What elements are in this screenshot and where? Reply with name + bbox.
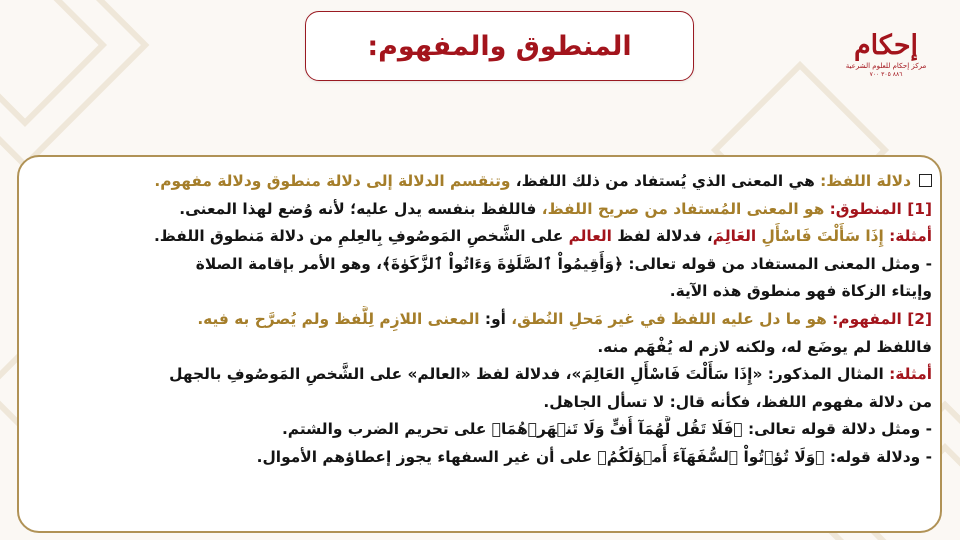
definition-text: هي المعنى الذي يُستفاد من ذلك اللفظ، [510, 172, 821, 190]
line-verse-2: - ومثل دلالة قوله تعالى: ﴿فَلَا تَقُل لَّهُمَآ أُفٍّ وَلَا تَنۡهَرۡهُمَا﴾ على تحريم الضرب والشتم. [281, 420, 932, 439]
logo-subtitle: مركز إحكام للعلوم الشرعية [845, 62, 927, 70]
mantuq-explanation: فاللفظ بنفسه يدل عليه؛ لأنه وُضع لهذا المعنى. [179, 199, 542, 218]
example-text: ، فدلالة لفظ [611, 227, 713, 246]
division-text: وتنقسم الدلالة إلى دلالة منطوق ودلالة مفهوم. [154, 172, 511, 190]
line-verse-1: - ومثل المعنى المستفاد من قوله تعالى: ﴿وَأَقِيمُواْ ٱلصَّلَوٰةَ وَءَاتُواْ ٱلزَّكَوٰةَ﴾، وهو الأمر بإقامة الصلاة [195, 254, 932, 273]
line-mafhum-example-cont: من دلالة مفهوم اللفظ، فكأنه قال: لا تسأل الجاهل. [543, 392, 932, 411]
line-mafhum-example [30, 361, 932, 389]
mafhum-definition: هو ما دل عليه اللفظ في غير مَحلِ النُطق، [511, 309, 833, 328]
term-dalala: دلالة اللفظ: [820, 172, 911, 190]
mafhum-example-text: المثال المذكور: «إِذَا سَأَلْتَ فَاسْأَلِ العَالِمَ»، فدلالة لفظ «العالم» على الشَّخصِ المَوصُوفِ بالجهل [169, 365, 890, 384]
term-mafhum: [2] المفهوم: [832, 309, 932, 328]
page-title: المنطوق والمفهوم: [367, 30, 632, 62]
checkbox-icon [919, 174, 932, 187]
line-mafhum-explanation: فاللفظ لم يوضَع له، ولكنه لازم له يُفْهَم منه. [597, 337, 932, 356]
line-mantuq-example [30, 223, 932, 251]
term-mantuq: [1] المنطوق: [829, 199, 932, 218]
logo-word: إحكام [853, 30, 919, 61]
example-phrase: إِذَا سَأَلْتَ فَاسْأَلِ [756, 227, 890, 246]
term-examples: أمثلة: [889, 227, 932, 246]
title-box [305, 11, 694, 81]
line-verse-1-cont: وإيتاء الزكاة فهو منطوق هذه الآية. [669, 282, 932, 301]
example-text-2: على الشَّخصِ المَوصُوفِ بِالعِلمِ من دلالة مَنطوق اللفظ. [153, 227, 569, 246]
example-word-2: العالم [568, 227, 612, 246]
mafhum-or: أو: [479, 309, 512, 328]
mantuq-definition: هو المعنى المُستفاد من صريح اللفظ، [541, 199, 830, 218]
logo [846, 30, 926, 96]
content-text [30, 168, 932, 472]
line-verse-3: - ودلالة قوله: ﴿وَلَا تُؤۡتُواْ ٱلسُّفَهَآءَ أَمۡوَٰلَكُمُ﴾ على أن غير السفهاء يجوز إعطاؤهم الأموال. [256, 447, 932, 466]
line-mafhum [30, 306, 932, 334]
line-mantuq [30, 196, 932, 224]
line-definition [30, 168, 932, 196]
example-word: العَالِمَ [712, 227, 757, 246]
mafhum-definition-2: المعنى اللازِم لِلَّفظ ولم يُصرَّح به فيه. [197, 309, 480, 328]
logo-number: ٨٨٦ ٣٠٥ ٧٠٠ [869, 71, 903, 78]
term-examples-2: أمثلة: [889, 365, 932, 384]
